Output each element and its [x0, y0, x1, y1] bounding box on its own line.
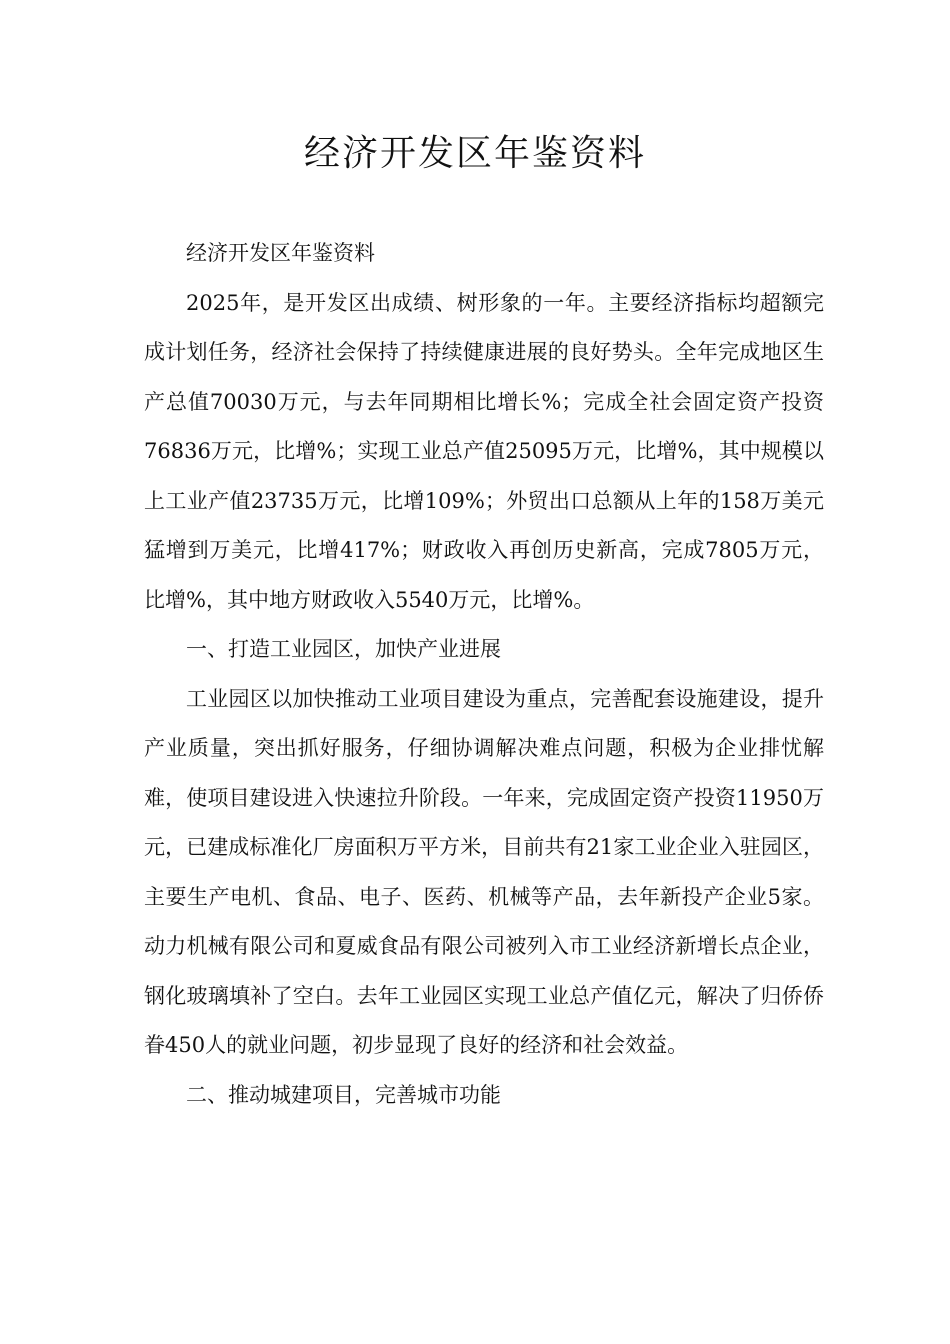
section-heading-urban-construction: 二、推动城建项目，完善城市功能 [186, 1082, 501, 1107]
paragraph-overview: 2025年，是开发区出成绩、树形象的一年。主要经济指标均超额完成计划任务，经济社会保持了持续健康进展的良好势头。全年完成地区生产总值70030万元，与去年同期相比增长%；完成全社会固定资产投资76836万元，比增%；实现工业总产值25095万元，比增%，其中规模以上工业产值23735万元，比增109%；外贸出口总额从上年的158万美元猛增到万美元，比增417%；财政收入再创历史新高，完成7805万元，比增%，其中地方财政收入5540万元，比增%。 [144, 290, 824, 612]
paragraph-subtitle: 经济开发区年鉴资料 [186, 241, 375, 265]
document-body [144, 229, 824, 1120]
document-title: 经济开发区年鉴资料 [303, 133, 646, 174]
paragraph-industrial-park: 工业园区以加快推动工业项目建设为重点，完善配套设施建设，提升产业质量，突出抓好服务，仔细协调解决难点问题，积极为企业排忧解难，使项目建设进入快速拉升阶段。一年来，完成固定资产投资11950万元，已建成标准化厂房面积万平方米，目前共有21家工业企业入驻园区，主要生产电机、食品、电子、医药、机械等产品，去年新投产企业5家。动力机械有限公司和夏威食品有限公司被列入市工业经济新增长点企业，钢化玻璃填补了空白。去年工业园区实现工业总产值亿元，解决了归侨侨眷450人的就业问题，初步显现了良好的经济和社会效益。 [144, 686, 824, 1057]
section-heading-industrial-park: 一、打造工业园区，加快产业进展 [186, 637, 501, 661]
